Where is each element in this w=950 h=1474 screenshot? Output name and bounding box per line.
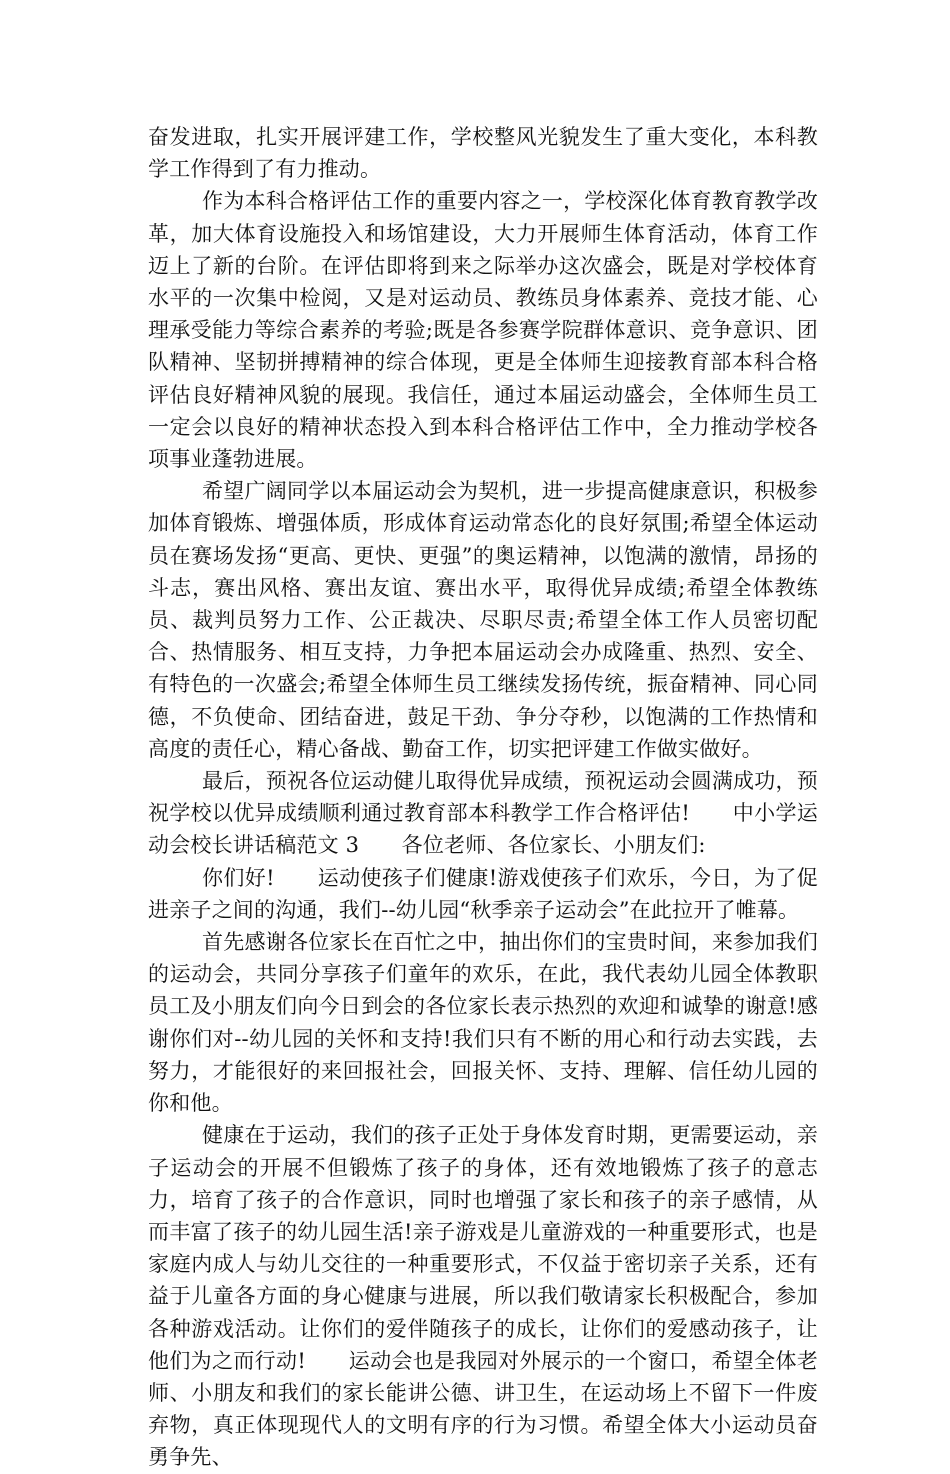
paragraph-5: 你们好! 运动使孩子们健康!游戏使孩子们欢乐，今日，为了促进亲子之间的沟通，我们--幼儿园“秋季亲子运动会”在此拉开了帷幕。 xyxy=(148,865,818,922)
paragraph-1: 奋发进取，扎实开展评建工作，学校整风光貌发生了重大变化，本科教学工作得到了有力推动。 xyxy=(148,125,818,182)
paragraph-2: 作为本科合格评估工作的重要内容之一，学校深化体育教育教学改革，加大体育设施投入和场馆建设，大力开展师生体育活动，体育工作迈上了新的台阶。在评估即将到来之际举办这次盛会，既是对学校体育水平的一次集中检阅，又是对运动员、教练员身体素养、竞技才能、心理承受能力等综合素养的考验;既是各参赛学院群体意识、竞争意识、团队精神、坚韧拼搏精神的综合体现，更是全体师生迎接教育部本科合格评估良好精神风貌的展现。我信任，通过本届运动盛会，全体师生员工一定会以良好的精神状态投入到本科合格评估工作中，全力推动学校各项事业蓬勃进展。 xyxy=(148,189,818,472)
paragraph-6: 首先感谢各位家长在百忙之中，抽出你们的宝贵时间，来参加我们的运动会，共同分享孩子们童年的欢乐，在此，我代表幼儿园全体教职员工及小朋友们向今日到会的各位家长表示热烈的欢迎和诚挚的谢意!感谢你们对--幼儿园的关怀和支持!我们只有不断的用心和行动去实践，去努力，才能很好的来回报社会，回报关怀、支持、理解、信任幼儿园的你和他。 xyxy=(148,930,818,1116)
paragraph-3: 希望广阔同学以本届运动会为契机，进一步提高健康意识，积极参加体育锻炼、增强体质，形成体育运动常态化的良好氛围;希望全体运动员在赛场发扬“更高、更快、更强”的奥运精神，以饱满的激情，昂扬的斗志，赛出风格、赛出友谊、赛出水平，取得优异成绩;希望全体教练员、裁判员努力工作、公正裁决、尽职尽责;希望全体工作人员密切配合、热情服务、相互支持，力争把本届运动会办成隆重、热烈、安全、有特色的一次盛会;希望全体师生员工继续发扬传统，振奋精神、同心同德，不负使命、团结奋进，鼓足干劲、争分夺秒，以饱满的工作热情和高度的责任心，精心备战、勤奋工作，切实把评建工作做实做好。 xyxy=(148,479,818,761)
document-body xyxy=(148,121,818,1474)
paragraph-7: 健康在于运动，我们的孩子正处于身体发育时期，更需要运动，亲子运动会的开展不但锻炼了孩子的身体，还有效地锻炼了孩子的意志力，培育了孩子的合作意识，同时也增强了家长和孩子的亲子感情，从而丰富了孩子的幼儿园生活!亲子游戏是儿童游戏的一种重要形式，也是家庭内成人与幼儿交往的一种重要形式，不仅益于密切亲子关系，还有益于儿童各方面的身心健康与进展，所以我们敬请家长积极配合，参加各种游戏活动。让你们的爱伴随孩子的成长，让你们的爱感动孩子，让他们为之而行动! 运动会也是我园对外展示的一个窗口，希望全体老师、小朋友和我们的家长能讲公德、讲卫生，在运动场上不留下一件废弃物，真正体现现代人的文明有序的行为习惯。希望全体大小运动员奋勇争先、 xyxy=(148,1123,818,1470)
paragraph-4: 最后，预祝各位运动健儿取得优异成绩，预祝运动会圆满成功，预祝学校以优异成绩顺利通过教育部本科教学工作合格评估! 中小学运动会校长讲话稿范文 3 各位老师、各位家长、小朋友们: xyxy=(148,769,818,858)
